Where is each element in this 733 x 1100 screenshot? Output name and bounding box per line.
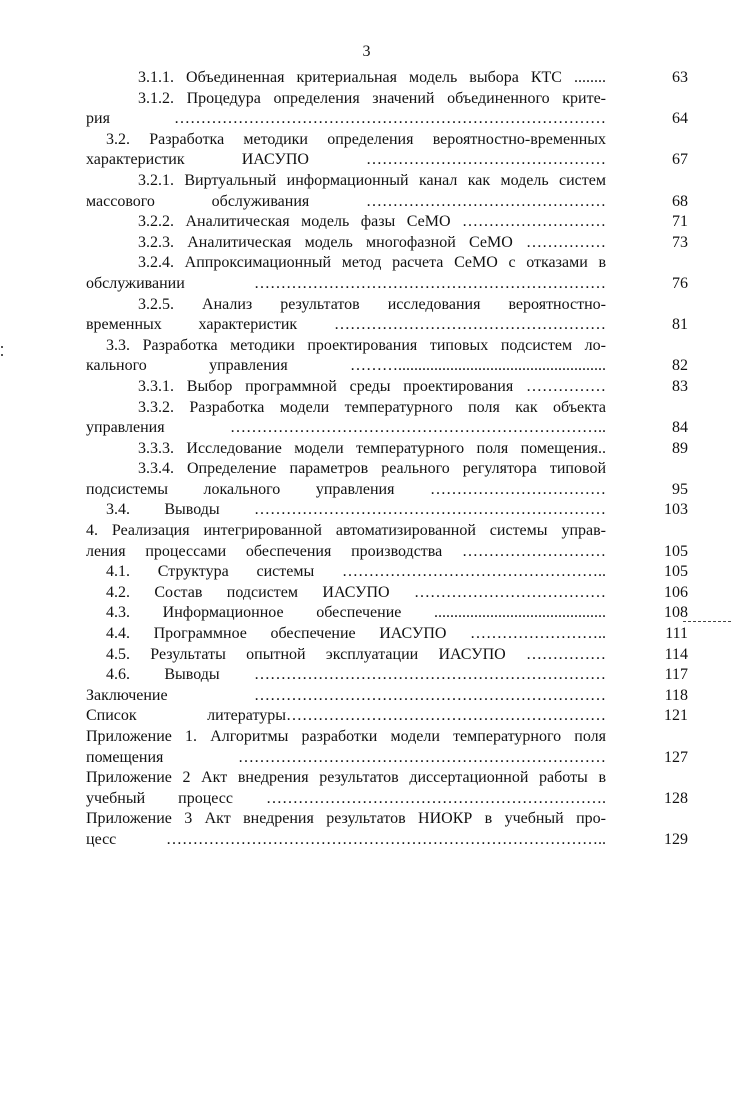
toc-entry: [86, 212, 688, 233]
toc-entry-page: 82: [672, 357, 688, 375]
toc-entry: [86, 645, 688, 666]
toc-entry-page: 84: [672, 419, 688, 437]
toc-entry-title: [86, 624, 606, 645]
toc-entry-line: помещения ……………………………………………………………: [86, 748, 606, 766]
toc-entry-page: 108: [664, 604, 688, 622]
toc-entry-title: [86, 583, 606, 604]
toc-entry-title: [86, 233, 606, 254]
toc-entry-line: 3.2.4. Аппроксимационный метод расчета СеМО с отказами в: [138, 254, 606, 272]
toc-entry: [86, 603, 688, 624]
toc-entry-title: [86, 212, 606, 233]
toc-entry-title: [86, 809, 606, 850]
toc-entry-line: Список литературы……………………………………………………: [86, 707, 606, 725]
toc-entry-title: [86, 171, 606, 212]
toc-entry: [86, 706, 688, 727]
toc-entry-page: 95: [672, 480, 688, 498]
toc-entry-line: Приложение 2 Акт внедрения результатов диссертационной работы в: [86, 769, 606, 787]
toc-entry-line: 3.3.3. Исследование модели температурного поля помещения..: [138, 439, 606, 457]
toc-entry: [86, 295, 688, 336]
toc-entry-line: подсистемы локального управления ……………………………: [86, 480, 606, 498]
toc-entry-line: рия ………………………………………………………………………: [86, 110, 606, 128]
toc-entry: [86, 686, 688, 707]
toc-entry-line: обслуживании …………………………………………………………: [86, 274, 606, 292]
margin-dash: [683, 621, 731, 624]
toc-entry: [86, 768, 688, 809]
toc-entry-line: 4.3. Информационное обеспечение ...........................................: [106, 604, 606, 622]
margin-marks: [0, 340, 4, 370]
toc-entry-title: [86, 645, 606, 666]
toc-entry: [86, 583, 688, 604]
table-of-contents: [86, 68, 688, 851]
toc-entry: [86, 439, 688, 460]
toc-entry: [86, 809, 688, 850]
toc-entry-line: цесс ………………………………………………………………………..: [86, 830, 606, 848]
toc-entry-line: Заключение …………………………………………………………: [86, 686, 606, 704]
toc-entry-title: [86, 727, 606, 768]
toc-entry-line: массового обслуживания ………………………………………: [86, 192, 606, 210]
toc-entry-title: [86, 706, 606, 727]
toc-entry-page: 64: [672, 110, 688, 128]
toc-entry-page: 67: [672, 151, 688, 169]
toc-entry-line: 3.1.1. Объединенная критериальная модель выбора КТС ........: [138, 69, 606, 86]
toc-entry-line: 3.3.2. Разработка модели температурного поля как объекта: [138, 398, 606, 416]
toc-entry-line: Приложение 3 Акт внедрения результатов НИОКР в учебный про-: [86, 810, 606, 828]
toc-entry: [86, 500, 688, 521]
toc-entry-title: [86, 521, 606, 562]
toc-entry: [86, 665, 688, 686]
toc-entry-page: 103: [664, 501, 688, 519]
toc-entry: [86, 130, 688, 171]
toc-entry: [86, 727, 688, 768]
toc-entry-line: 3.3.4. Определение параметров реального регулятора типовой: [138, 460, 606, 478]
toc-entry-page: 81: [672, 316, 688, 334]
toc-entry: [86, 171, 688, 212]
toc-entry-line: 3.2. Разработка методики определения вероятностно-временных: [106, 130, 606, 148]
toc-entry-title: [86, 89, 606, 130]
toc-entry-title: [86, 603, 606, 624]
toc-entry-line: 3.2.3. Аналитическая модель многофазной СеМО ……………: [138, 233, 606, 251]
toc-entry-line: 3.2.2. Аналитическая модель фазы СеМО ………………………: [138, 213, 606, 231]
toc-entry-line: кального управления ………....................................................: [86, 357, 606, 375]
toc-entry-page: 89: [672, 439, 688, 457]
toc-entry-page: 71: [672, 213, 688, 231]
toc-entry-page: 106: [664, 583, 688, 601]
toc-entry-title: [86, 398, 606, 439]
toc-entry-line: 4. Реализация интегрированной автоматизированной системы управ-: [86, 522, 606, 540]
toc-entry-line: ления процессами обеспечения производства ………………………: [86, 542, 606, 560]
toc-entry: [86, 377, 688, 398]
toc-entry: [86, 624, 688, 645]
toc-entry-page: 105: [664, 542, 688, 560]
toc-entry: [86, 521, 688, 562]
toc-entry-page: 83: [672, 377, 688, 395]
toc-entry-page: 121: [664, 707, 688, 725]
toc-entry-title: [86, 68, 606, 89]
toc-entry: [86, 253, 688, 294]
toc-entry: [86, 398, 688, 439]
toc-entry-line: 3.3.1. Выбор программной среды проектирования ……………: [138, 377, 606, 395]
toc-entry-line: 3.3. Разработка методики проектирования типовых подсистем ло-: [106, 336, 606, 354]
toc-entry-page: 128: [664, 789, 688, 807]
toc-entry-line: 4.5. Результаты опытной эксплуатации ИАСУПО ……………: [106, 645, 606, 663]
toc-entry-page: 117: [664, 666, 688, 684]
toc-entry: [86, 233, 688, 254]
toc-entry-title: [86, 336, 606, 377]
toc-entry-title: [86, 562, 606, 583]
toc-entry: [86, 562, 688, 583]
toc-entry-page: 76: [672, 274, 688, 292]
toc-entry-page: 111: [665, 625, 688, 643]
toc-entry-page: 73: [672, 233, 688, 251]
toc-entry-title: [86, 665, 606, 686]
toc-entry-line: 4.2. Состав подсистем ИАСУПО ………………………………: [106, 583, 606, 601]
toc-entry-page: 129: [664, 830, 688, 848]
toc-entry: [86, 459, 688, 500]
toc-entry-title: [86, 253, 606, 294]
toc-entry-line: 3.2.1. Виртуальный информационный канал как модель систем: [138, 171, 606, 189]
toc-entry-line: 4.4. Программное обеспечение ИАСУПО ……………………..: [106, 625, 606, 643]
toc-entry-page: 105: [664, 563, 688, 581]
toc-entry-page: 114: [664, 645, 688, 663]
toc-entry-line: 3.2.5. Анализ результатов исследования вероятностно-: [138, 295, 606, 313]
toc-entry-line: характеристик ИАСУПО ………………………………………: [86, 151, 606, 169]
toc-entry-title: [86, 439, 606, 460]
toc-entry-line: учебный процесс ……………………………………………………….: [86, 789, 606, 807]
toc-entry: [86, 336, 688, 377]
toc-entry-title: [86, 686, 606, 707]
toc-entry-title: [86, 377, 606, 398]
toc-entry-page: 68: [672, 192, 688, 210]
page-number: 3: [362, 43, 371, 60]
toc-entry: [86, 89, 688, 130]
toc-entry-page: 127: [664, 748, 688, 766]
toc-entry-title: [86, 768, 606, 809]
toc-entry-title: [86, 295, 606, 336]
toc-entry-line: 3.4. Выводы …………………………………………………………: [106, 501, 606, 519]
toc-entry-line: 4.1. Структура системы …………………………………………..: [106, 563, 606, 581]
toc-entry: [86, 68, 688, 89]
toc-entry-line: управления ……………………………………………………………..: [86, 419, 606, 437]
toc-entry-line: временных характеристик ……………………………………………: [86, 316, 606, 334]
toc-entry-line: Приложение 1. Алгоритмы разработки модели температурного поля: [86, 728, 606, 745]
toc-entry-line: 3.1.2. Процедура определения значений объединенного крите-: [138, 89, 606, 107]
toc-entry-title: [86, 459, 606, 500]
toc-entry-title: [86, 500, 606, 521]
toc-entry-title: [86, 130, 606, 171]
toc-entry-line: 4.6. Выводы …………………………………………………………: [106, 666, 606, 684]
toc-entry-page: 63: [672, 69, 688, 86]
toc-entry-page: 118: [664, 686, 688, 704]
